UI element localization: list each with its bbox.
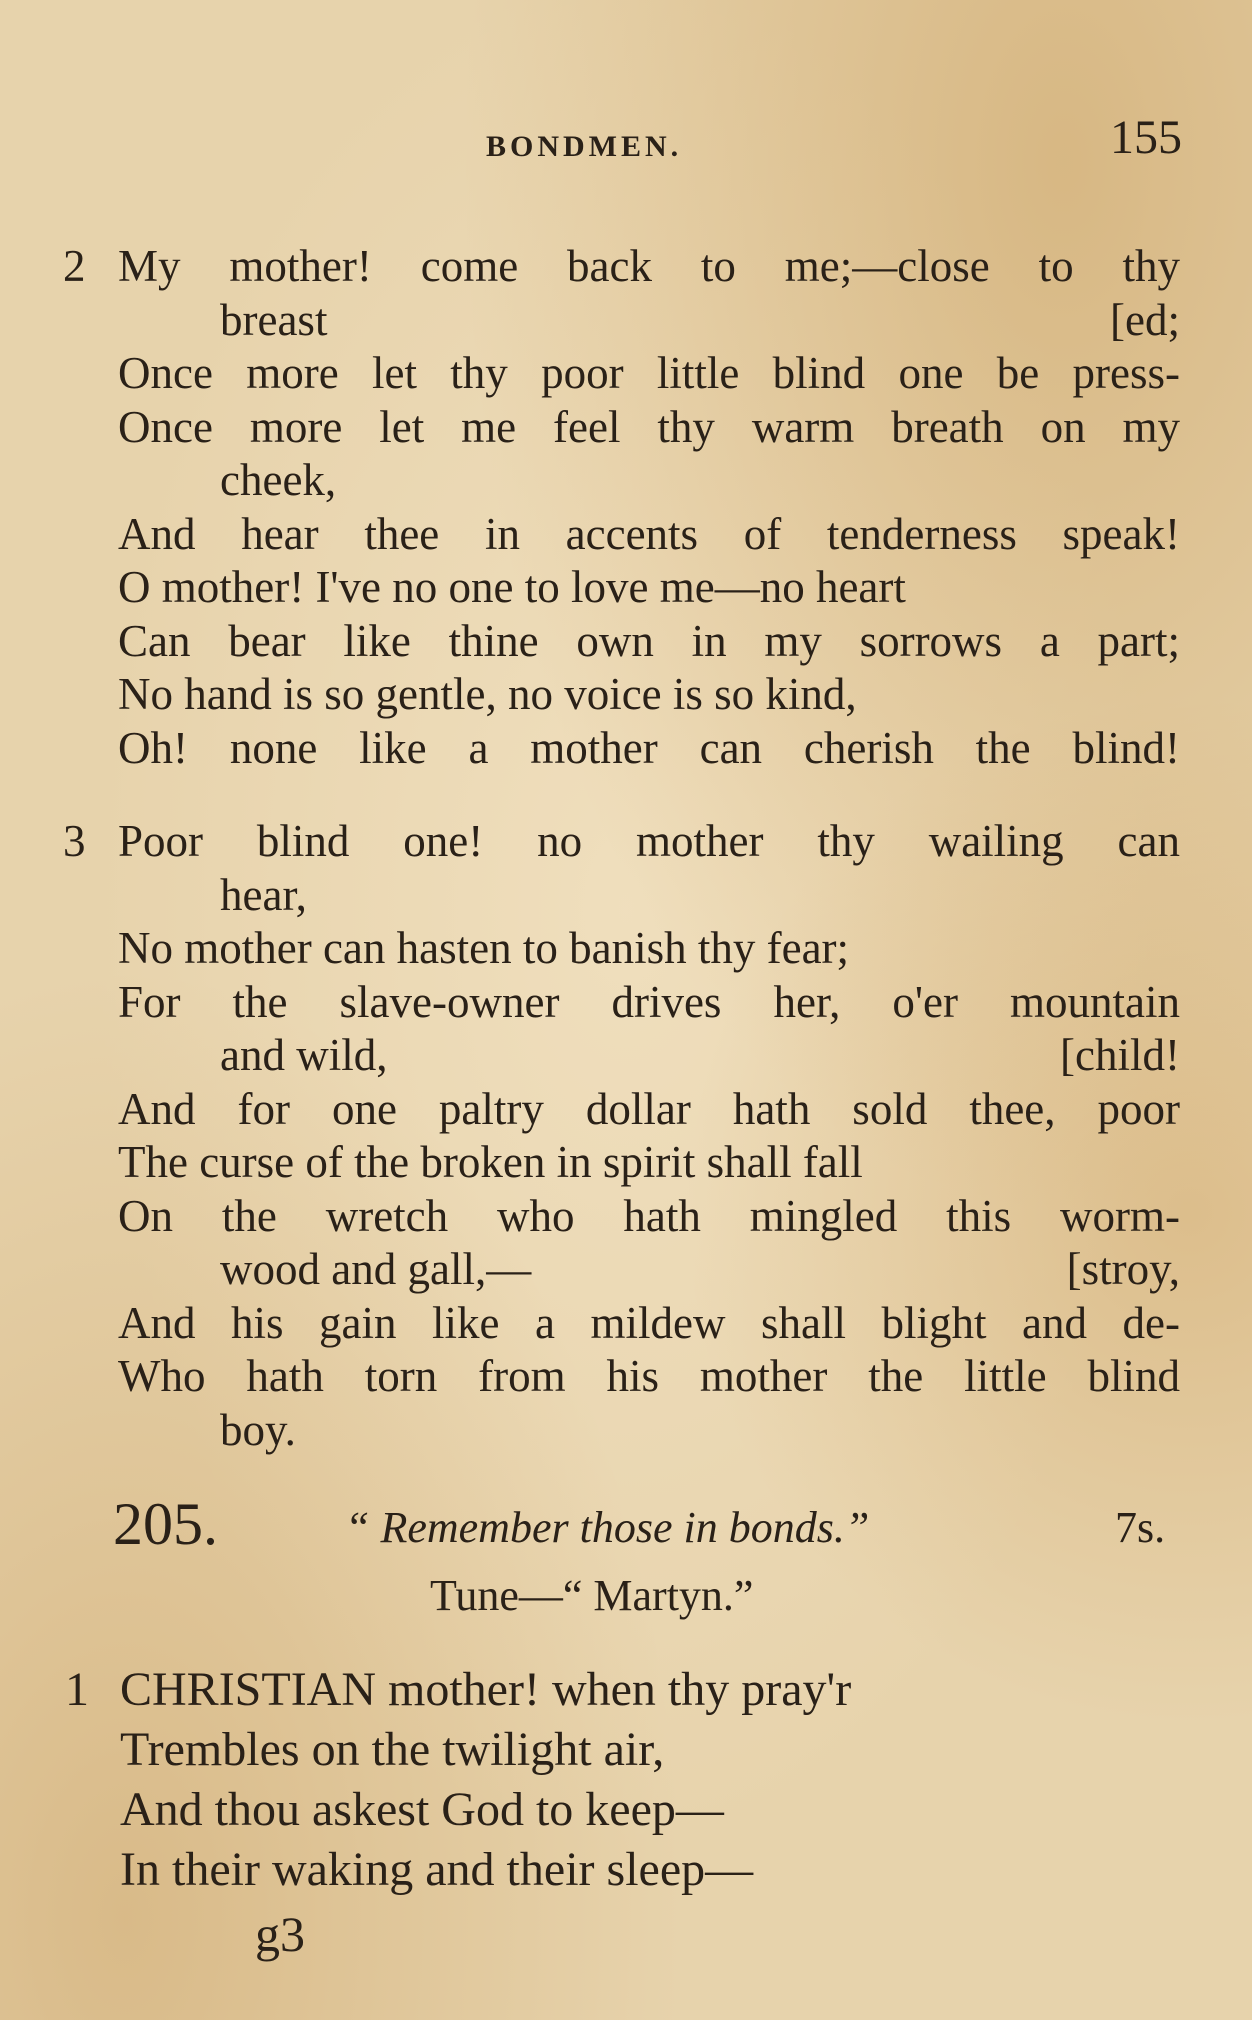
verse-number: 2 (63, 241, 86, 291)
verse-line: No mother can hasten to banish thy fear; (118, 923, 850, 973)
verse-line: 2 My mother! come back to me;—close to thy (118, 240, 1180, 294)
verse-line: Oh! none like a mother can cherish the blind! (118, 722, 1180, 773)
verse-line: Once more let me feel thy warm breath on my (118, 401, 1180, 452)
verse-line: In their waking and their sleep— (120, 1843, 754, 1896)
verse-line: And thou askest God to keep— (120, 1783, 724, 1836)
verse-line: And for one paltry dollar hath sold thee, poor (118, 1083, 1180, 1134)
verse-line: Once more let thy poor little blind one be press- (118, 348, 1180, 398)
verse-line: On the wretch who hath mingled this worm- (118, 1190, 1180, 1241)
stanza-2 (63, 240, 1180, 775)
turnover-bracket: [stroy, (1066, 1244, 1180, 1294)
verse-number: 1 (65, 1663, 89, 1716)
verse-line: And his gain like a mildew shall blight and de- (118, 1297, 1180, 1348)
verse-line: 1 CHRISTIAN mother! when thy pray'r (120, 1660, 1182, 1720)
verse-line: And hear thee in accents of tenderness speak! (118, 508, 1180, 559)
hymn-title: “ Remember those in bonds.” (345, 1503, 870, 1552)
hymn-heading (0, 1490, 1252, 1620)
hymn-meter: 7s. (1115, 1503, 1166, 1552)
stanza-3 (63, 815, 1180, 1457)
stanza-1-next-hymn (65, 1660, 1182, 1900)
tune-line: Tune—“ Martyn.” (430, 1571, 754, 1620)
verse-line: No hand is so gentle, no voice is so kind, (118, 669, 857, 719)
verse-line: boy. (220, 1404, 296, 1455)
verse-line: For the slave-owner drives her, o'er mountain (118, 976, 1180, 1027)
verse-line: Who hath torn from his mother the little blind (118, 1351, 1180, 1401)
verse-line: The curse of the broken in spirit shall fall (118, 1137, 863, 1187)
signature-mark: g3 (255, 1906, 305, 1962)
turnover-bracket: [ed; (1110, 294, 1180, 345)
verse-line: Can bear like thine own in my sorrows a part; (118, 615, 1180, 666)
verse-line: Trembles on the twilight air, (120, 1723, 665, 1776)
page-header (0, 110, 1252, 170)
verse-line: breast [ed; (118, 294, 1180, 348)
verse-line: O mother! I've no one to love me—no heart (118, 562, 906, 612)
verse-line: wood and gall,— [stroy, (118, 1243, 1180, 1297)
verse-line: 3 Poor blind one! no mother thy wailing can (118, 815, 1180, 869)
page-number: 155 (1110, 111, 1182, 164)
turnover-bracket: [child! (1060, 1030, 1180, 1080)
verse-line: hear, (220, 869, 307, 920)
verse-line: and wild, [child! (118, 1029, 1180, 1083)
verse-number: 3 (63, 816, 86, 866)
running-head: BONDMEN. (486, 130, 683, 163)
verse-line: cheek, (220, 455, 337, 505)
hymn-number: 205. (113, 1491, 218, 1557)
